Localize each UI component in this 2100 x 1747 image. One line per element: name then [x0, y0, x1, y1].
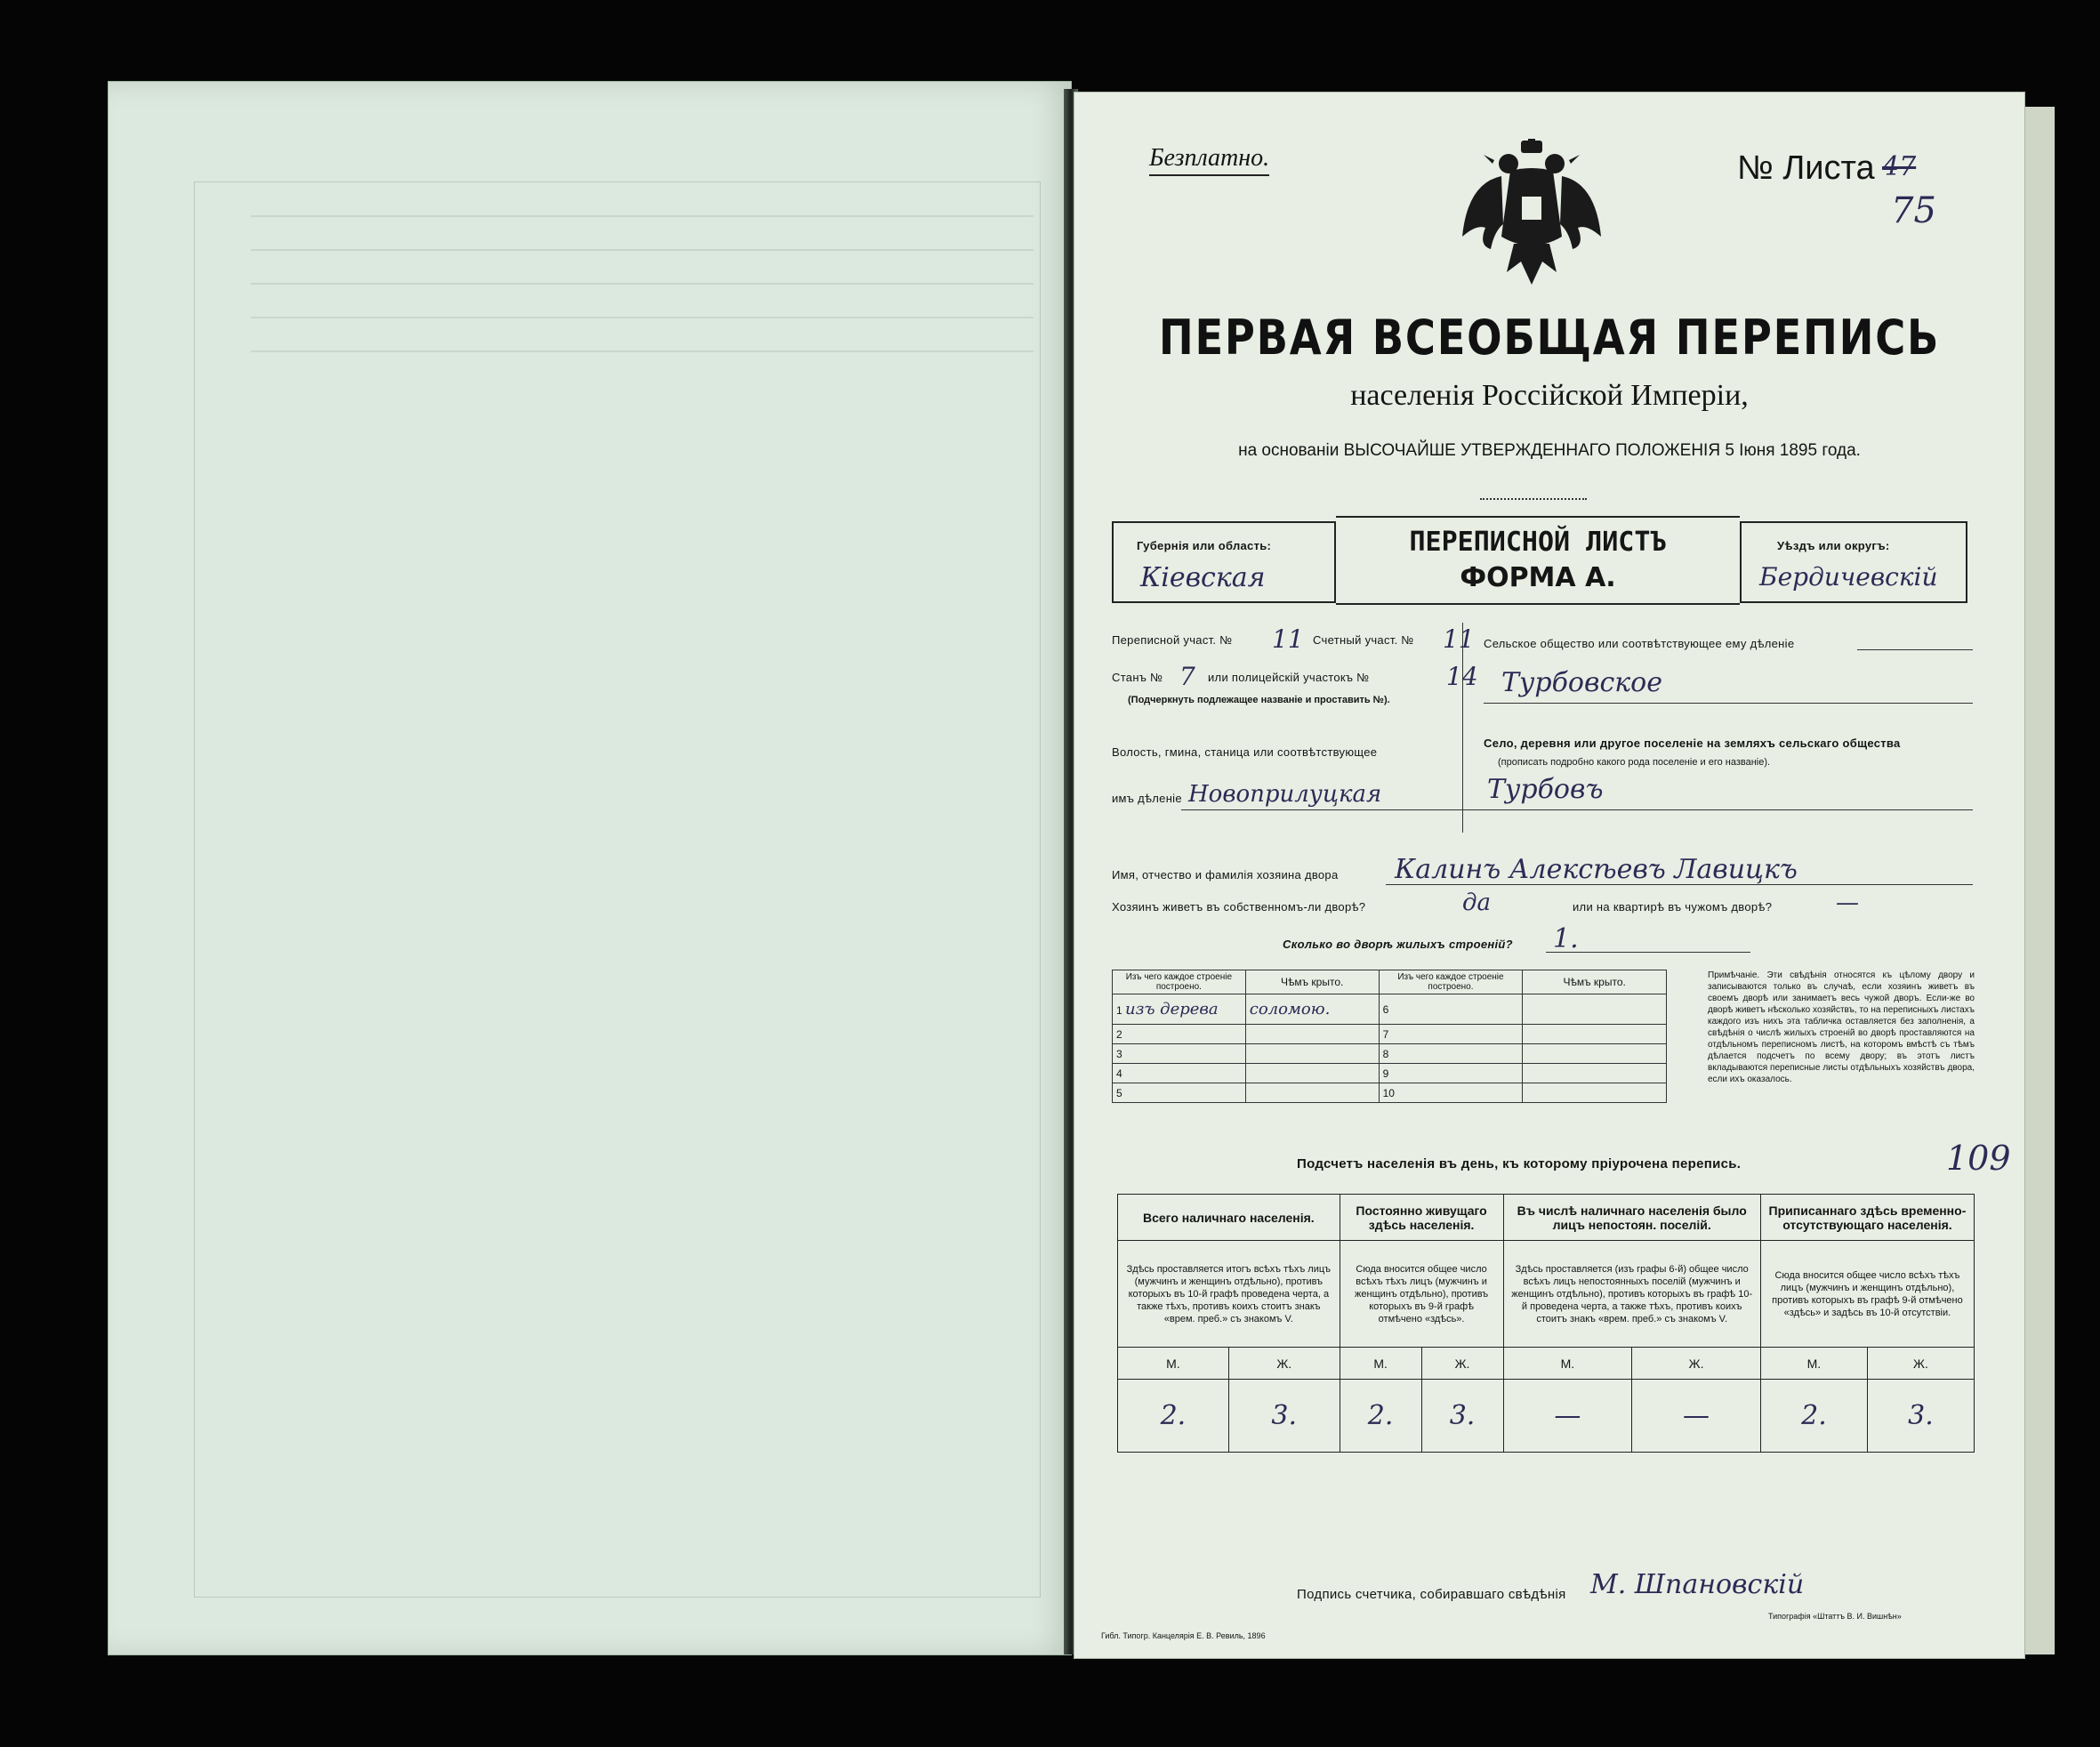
province-value: Кіевская [1140, 562, 1266, 593]
province-box [1112, 521, 1336, 603]
left-page [109, 82, 1071, 1654]
material-value: изъ дерева [1125, 1000, 1219, 1018]
field-divider [1462, 623, 1463, 833]
col-absent-header: Приписаннаго здѣсь временно-отсутствующаго населенія. [1760, 1195, 1974, 1241]
buildings-underline [1546, 952, 1750, 953]
col-permanent-header: Постоянно живущаго здѣсь населенія. [1340, 1195, 1503, 1241]
col-permanent-desc: Сюда вносится общее число всѣхъ тѣхъ лицъ (мужчинъ и женщинъ отдѣльно), противъ которыхъ въ 9-й графѣ отмѣчено «здѣсь». [1340, 1241, 1503, 1348]
buildings-note: Примѣчаніе. Эти свѣдѣнія относятся къ цѣлому двору и записываются только въ случаѣ, если хозяинъ живетъ въ своемъ дворѣ или занимаетъ весь чужой дворъ. Если-же во дворѣ живетъ нѣсколько хозяйствъ, то на переписныхъ листахъ каждого изъ нихъ эта табличка оставляется без заполненія, а свѣдѣнія о числѣ жилыхъ строеній во дворѣ проставляются на отдѣльномъ переписномъ листѣ, на которомъ вмѣстѣ съ тѣмъ дѣлается подсчетъ по всему двору; въ этотъ листъ вкладываются переписные листы отдѣльныхъ хозяйствъ двора, если ихъ оказалось. [1708, 970, 1975, 1084]
buildings-label: Сколько во дворѣ жилыхъ строеній? [1283, 938, 1513, 951]
female-label: Ж. [1228, 1348, 1340, 1380]
volost-value: Новоприлуцкая [1188, 781, 1382, 808]
table-row: 2 7 [1113, 1025, 1667, 1044]
permanent-male: 2. [1340, 1380, 1421, 1453]
col-roof-header-2: Чѣмъ крыто. [1523, 970, 1667, 994]
village-label: Село, деревня или другое поселеніе на земляхъ сельскаго общества [1484, 737, 1901, 750]
sheet-number-new: 75 [1891, 190, 1936, 231]
transient-female: — [1632, 1380, 1761, 1453]
printer-left: Гибл. Типогр. Канцелярія Е. В. Ревиль, 1896 [1101, 1631, 1266, 1640]
col-total-desc: Здѣсь проставляется итогъ всѣхъ тѣхъ лицъ (мужчинъ и женщинъ отдѣльно), противъ которыхъ въ 10-й графѣ проведена черта, а также тѣхъ, противъ коихъ стоитъ знакъ «врем. преб.» съ знакомъ V. [1118, 1241, 1340, 1348]
census-section-label: Переписной участ. № [1112, 633, 1233, 647]
underline-note: (Подчеркнуть подлежащее названіе и проставить №). [1128, 695, 1390, 705]
free-label: Безплатно. [1149, 144, 1269, 176]
counting-section-label: Счетный участ. № [1313, 633, 1414, 647]
table-row: 1 изъ дерева соломою. 6 [1113, 994, 1667, 1025]
police-section-value: 14 [1446, 662, 1478, 691]
transient-male: — [1503, 1380, 1632, 1453]
village-underline [1484, 809, 1973, 810]
male-label: М. [1503, 1348, 1632, 1380]
table-row: 5 10 [1113, 1083, 1667, 1103]
police-section-label: или полицейскій участокъ № [1208, 671, 1370, 684]
census-form-page [1074, 93, 2024, 1658]
census-subtitle: населенія Россійской Имперіи, [1350, 379, 1749, 412]
society-value: Турбовское [1501, 667, 1662, 698]
col-absent-desc: Сюда вносится общее число всѣхъ тѣхъ лицъ (мужчинъ и женщинъ отдѣльно), противъ которыхъ въ графѣ 9-й отмѣчено «здѣсь» и задѣсь въ 10-й отсутствіи. [1760, 1241, 1974, 1348]
population-table [1117, 1194, 1975, 1453]
form-title-box [1336, 516, 1740, 605]
province-label: Губернія или область: [1137, 539, 1272, 552]
society-label: Сельское общество или соотвѣтствующее ему дѣленіе [1484, 637, 1795, 650]
society-label-underline [1857, 649, 1973, 650]
col-total-header: Всего наличнаго населенія. [1118, 1195, 1340, 1241]
col-material-header-2: Изъ чего каждое строеніе построено. [1379, 970, 1523, 994]
col-transient-header: Въ числѣ наличнаго населенія было лицъ непостоян. поселій. [1503, 1195, 1760, 1241]
population-heading: Подсчетъ населенія въ день, къ которому пріурочена перепись. [1297, 1156, 1742, 1171]
buildings-table [1112, 970, 1667, 1103]
sheet-number-old: 47 [1882, 151, 1917, 182]
legal-basis: на основаніи ВЫСОЧАЙШЕ УТВЕРЖДЕННАГО ПОЛОЖЕНІЯ 5 Іюня 1895 года. [1238, 441, 1861, 460]
own-yard-label: Хозяинъ живетъ въ собственномъ-ли дворѣ? [1112, 900, 1366, 914]
form-variant: ФОРМА А. [1460, 562, 1616, 593]
rented-label: или на квартирѣ въ чужомъ дворѣ? [1573, 900, 1773, 914]
volost-label-2: имъ дѣленіе [1112, 792, 1182, 805]
signature-label: Подпись счетчика, собиравшаго свѣдѣнія [1297, 1587, 1566, 1602]
ornament-divider [1480, 498, 1587, 500]
printer-right: Типографія «Штаттъ В. И. Вишнѣн» [1768, 1612, 1902, 1621]
bleed-through-lines [251, 215, 1034, 447]
district-value: Бердичевскій [1759, 562, 1938, 592]
sheet-number-label: № Листа [1737, 149, 1875, 187]
society-underline [1484, 703, 1973, 704]
col-roof-header: Чѣмъ крыто. [1245, 970, 1379, 994]
owner-name-underline [1386, 884, 1973, 885]
col-transient-desc: Здѣсь проставляется (изъ графы 6-й) общее число всѣхъ лицъ непостоянныхъ поселій (мужчинъ и женщинъ отдѣльно), противъ которыхъ въ графѣ 10-й проведена черта, а также тѣхъ, противъ коихъ стоитъ знакъ «врем. преб.» съ знакомъ V. [1503, 1241, 1760, 1348]
signature-value: М. Шпановскій [1590, 1569, 1805, 1600]
district-label: Уѣздъ или округъ: [1777, 539, 1890, 552]
absent-female: 3. [1867, 1380, 1974, 1453]
female-label: Ж. [1421, 1348, 1503, 1380]
volost-underline [1181, 809, 1484, 810]
district-box [1740, 521, 1967, 603]
rented-value: — [1836, 890, 1859, 916]
female-label: Ж. [1867, 1348, 1974, 1380]
form-title: ПЕРЕПИСНОЙ ЛИСТЪ [1409, 527, 1667, 558]
absent-male: 2. [1760, 1380, 1867, 1453]
village-note: (прописать подробно какого рода поселеніе и его названіе). [1498, 757, 1771, 768]
volost-label: Волость, гмина, станица или соотвѣтствующее [1112, 745, 1378, 759]
stan-value: 7 [1179, 662, 1195, 691]
total-female: 3. [1228, 1380, 1340, 1453]
table-row: 4 9 [1113, 1064, 1667, 1083]
permanent-female: 3. [1421, 1380, 1503, 1453]
owner-name-label: Имя, отчество и фамилія хозяина двора [1112, 868, 1339, 882]
census-section-value: 11 [1272, 624, 1304, 654]
owner-name-value: Калинъ Алексѣевъ Лавицкъ [1395, 854, 1798, 885]
female-label: Ж. [1632, 1348, 1761, 1380]
table-row: 3 8 [1113, 1044, 1667, 1064]
census-title: ПЕРВАЯ ВСЕОБЩАЯ ПЕРЕПИСЬ [1158, 310, 1941, 366]
roof-value: соломою. [1249, 1000, 1331, 1018]
male-label: М. [1340, 1348, 1421, 1380]
own-yard-value: да [1462, 890, 1491, 916]
buildings-value: 1. [1553, 923, 1579, 954]
total-male: 2. [1118, 1380, 1229, 1453]
page-mark: 109 [1946, 1139, 2011, 1178]
male-label: М. [1118, 1348, 1229, 1380]
double-headed-eagle-icon [1459, 139, 1605, 292]
col-material-header: Изъ чего каждое строеніе построено. [1113, 970, 1246, 994]
male-label: М. [1760, 1348, 1867, 1380]
counting-section-value: 11 [1443, 624, 1475, 654]
village-value: Турбовъ [1487, 774, 1604, 805]
stan-label: Станъ № [1112, 671, 1163, 684]
